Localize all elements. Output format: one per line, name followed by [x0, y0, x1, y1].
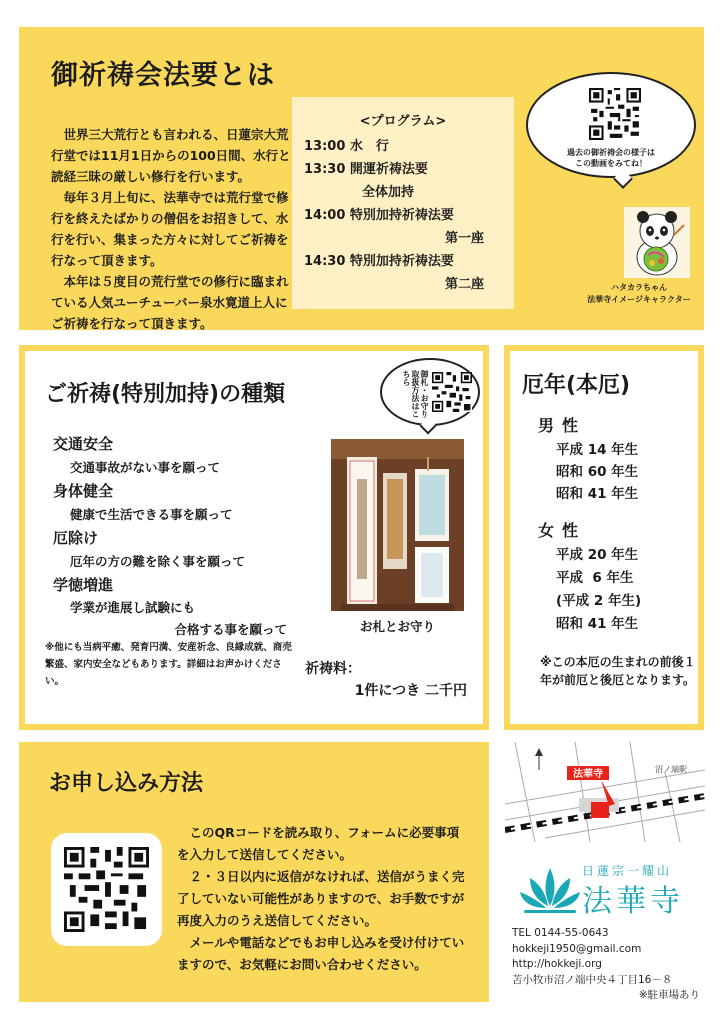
apply-section — [19, 742, 489, 1002]
kito-note: ※他にも当病平癒、発育円満、安産祈念、良縁成就、商売繁盛、家内安全などもあります。詳細はお声かけください。 — [45, 642, 292, 687]
intro-paragraph: 本年は５度目の荒行堂での修行に臨まれている人気ユーチューバー泉水寛道上人にご祈祷を行なって頂きます。 — [51, 274, 289, 331]
kito-section — [19, 345, 489, 730]
program-box — [292, 97, 514, 309]
panda-mascot-illustration — [622, 205, 692, 280]
intro-section — [19, 27, 704, 330]
access-map — [505, 742, 705, 842]
apply-title: お申し込み方法 — [49, 771, 204, 796]
male-year: 平成 14 年生 — [556, 442, 639, 458]
kito-item-desc: 合格する事を願って — [174, 622, 287, 637]
female-year: 平成 20 年生 — [556, 547, 639, 563]
female-label: 女性 — [538, 521, 587, 540]
contact-address: 苫小牧市沼ノ端中央４丁目16－８ — [512, 973, 673, 986]
female-year: 平成 6 年生 — [556, 570, 634, 586]
fee-value: 1件につき 二千円 — [354, 683, 467, 699]
program-heading: <プログラム> — [359, 114, 447, 129]
apply-body — [177, 822, 469, 976]
apply-paragraph: ２・３日以内に返信がなければ、送信がうまく完了していない可能性がありますので、お手数ですが再度入力のうえ送信してください。 — [177, 869, 465, 928]
program-row: 14:00 特別加持祈祷法要 — [304, 208, 454, 223]
male-year: 昭和 41 年生 — [556, 486, 639, 502]
program-row: 第二座 — [444, 277, 484, 292]
bubble-tail — [613, 169, 633, 189]
kito-item-name: 身体健全 — [53, 482, 114, 500]
female-year: (平成 2 年生) — [556, 593, 642, 609]
intro-paragraph: 世界三大荒行とも言われる、日蓮宗大荒行堂では11月1日からの100日間、水行と読経三昧の厳しい修行を行います。 — [51, 127, 291, 184]
apply-qr-box — [51, 833, 162, 946]
omamori-qr-bubble — [380, 358, 480, 426]
caption-line: ハタカラちゃん — [611, 283, 667, 292]
yakudoshi-note: ※この本厄の生まれの前後１年が前厄と後厄となります。 — [540, 655, 696, 687]
program-row: 13:30 開運祈祷法要 — [304, 162, 428, 177]
map-station-label: 沼ノ端駅 — [655, 765, 687, 774]
intro-title: 御祈祷会法要とは — [51, 60, 275, 91]
apply-paragraph: メールや電話などでもお申し込みを受け付けていますので、お気軽にお問い合わせください。 — [177, 935, 465, 972]
kito-title: ご祈祷(特別加持)の種類 — [45, 382, 286, 407]
contact-info — [512, 926, 712, 1004]
temple-sect-text: 日蓮宗一耀山 — [582, 864, 673, 878]
contact-email[interactable]: hokkeji1950@gmail.com — [512, 942, 642, 955]
caption-line: この動画をみてね！ — [575, 159, 647, 168]
caption-line: 法華寺イメージキャラクター — [587, 295, 691, 304]
female-year: 昭和 41 年生 — [556, 616, 639, 632]
contact-url[interactable]: http://hokkeji.org — [512, 958, 602, 970]
program-row: 13:00 水 行 — [304, 139, 389, 154]
intro-paragraph: 毎年３月上旬に、法華寺では荒行堂で修行を終えたばかりの僧侶をお招きして、水行を行い、集まった方々に対してご祈祷を行なって頂きます。 — [51, 190, 289, 268]
ofuda-omamori-photo — [331, 439, 464, 611]
omamori-qr-text: 御札・お守り 取扱方法はこちら — [402, 370, 429, 418]
video-qr-caption — [528, 147, 694, 169]
program-row: 14:30 特別加持祈祷法要 — [304, 254, 454, 269]
contact-tel[interactable]: TEL 0144-55-0643 — [512, 927, 609, 939]
video-qr-bubble — [526, 72, 696, 178]
mascot-caption — [574, 282, 704, 306]
yakudoshi-section — [504, 345, 704, 730]
kito-item-name: 交通安全 — [53, 435, 114, 453]
fee-box — [301, 658, 471, 702]
program-row: 第一座 — [444, 231, 484, 246]
kito-item-desc: 健康で生活できる事を願って — [70, 507, 233, 522]
omamori-qr-code[interactable] — [432, 372, 472, 412]
caption-line: 過去の御祈祷会の様子は — [567, 148, 655, 157]
program-row: 全体加持 — [362, 185, 415, 200]
kito-item-name: 厄除け — [53, 529, 99, 547]
kito-item-name: 学徳増進 — [53, 576, 114, 594]
apply-form-qr-code[interactable] — [64, 847, 149, 932]
map-temple-label: 法華寺 — [573, 769, 603, 780]
kito-item-desc: 交通事故がない事を願って — [70, 460, 221, 475]
male-label: 男性 — [538, 416, 587, 435]
kito-list — [53, 433, 293, 641]
male-year: 昭和 60 年生 — [556, 464, 639, 480]
apply-paragraph: このQRコードを読み取り、フォームに必要事項を入力して送信してください。 — [177, 825, 460, 862]
fee-label: 祈祷料： — [305, 661, 361, 677]
kito-item-desc: 学業が進展し試験にも — [70, 600, 196, 615]
contact-parking: ※駐車場あり — [638, 989, 700, 1001]
yakudoshi-title: 厄年(本厄) — [522, 373, 631, 398]
temple-name: 法華寺 — [582, 884, 684, 919]
bubble-tail — [420, 418, 437, 435]
intro-body — [51, 124, 299, 334]
kito-item-desc: 厄年の方の難を除く事を願って — [70, 554, 246, 569]
photo-caption: お札とお守り — [359, 619, 435, 634]
video-qr-code[interactable] — [589, 88, 641, 140]
